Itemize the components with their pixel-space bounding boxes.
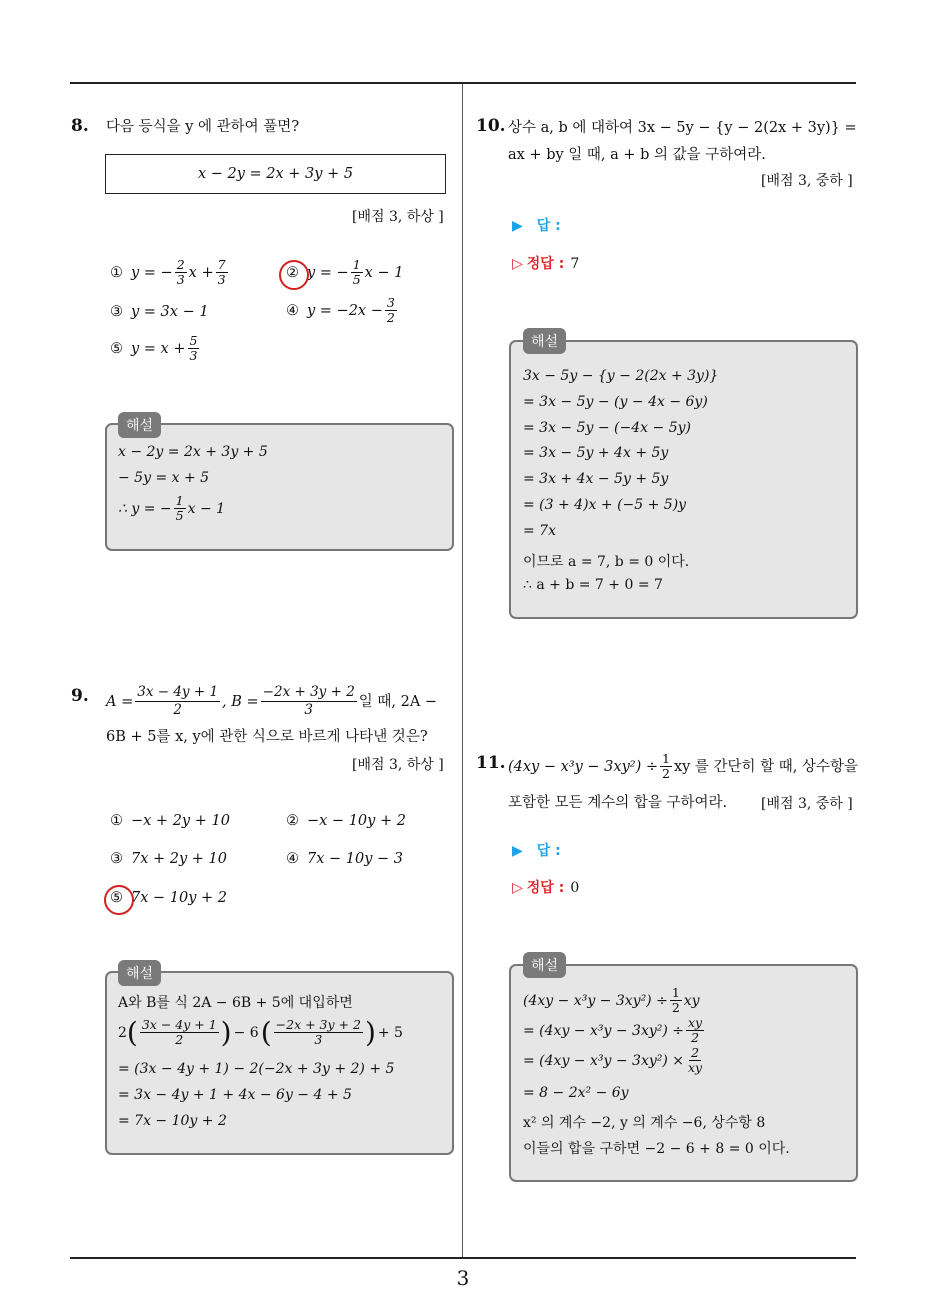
a-label: A = — [106, 693, 134, 710]
coef: 2 — [118, 1024, 127, 1041]
numerator: −2x + 3y + 2 — [262, 684, 355, 700]
option-number: ⑤ — [110, 890, 123, 906]
q9-sol-line-5: = 7x − 10y + 2 — [118, 1113, 227, 1129]
q10-sol-line-1: 3x − 5y − {y − 2(2x + 3y)} — [523, 368, 719, 384]
q9-sol-line-3: = (3x − 4y + 1) − 2(−2x + 3y + 2) + 5 — [118, 1061, 395, 1077]
q8-number: 8. — [71, 116, 89, 136]
denominator: 2 — [691, 1030, 700, 1045]
denominator: 5 — [352, 272, 361, 287]
denominator: 3 — [189, 348, 198, 363]
option-text: y = 3x − 1 — [131, 304, 209, 320]
q8-option-1[interactable] — [110, 258, 230, 287]
option-number: ④ — [286, 851, 299, 867]
q8-solution-box — [105, 423, 454, 551]
q11-answer-row[interactable] — [512, 840, 561, 860]
denominator: 2 — [175, 1032, 184, 1047]
denominator: 2 — [173, 702, 182, 718]
sol-text: = (4xy − x³y − 3xy²) ÷ — [523, 1022, 684, 1039]
sol-mid: − 6 — [233, 1024, 259, 1041]
denominator: 3 — [176, 272, 185, 287]
paren-close: ) — [220, 1016, 232, 1049]
q11-correct-row — [512, 877, 579, 897]
q9-sol-line-4: = 3x − 4y + 1 + 4x − 6y − 4 + 5 — [118, 1087, 352, 1103]
q10-sol-line-9: ∴ a + b = 7 + 0 = 7 — [523, 577, 663, 593]
option-number: ② — [286, 264, 299, 281]
numerator: 5 — [189, 333, 198, 348]
sol-text-tail: x − 1 — [187, 500, 226, 517]
option-number: ③ — [110, 851, 123, 867]
numerator: 7 — [217, 257, 226, 272]
bottom-rule — [70, 1257, 856, 1259]
q10-sol-line-8: 이므로 a = 7, b = 0 이다. — [523, 554, 690, 570]
q11-question-line-1 — [508, 752, 858, 781]
option-text: 7x − 10y + 2 — [131, 890, 228, 906]
q9-number: 9. — [71, 686, 89, 706]
denominator: 3 — [217, 272, 226, 287]
q10-question-line-1: 상수 a, b 에 대하여 3x − 5y − {y − 2(2x + 3y)} = — [508, 120, 857, 136]
q10-sol-line-2: = 3x − 5y − (y − 4x − 6y) — [523, 394, 708, 410]
correct-value: 7 — [570, 256, 580, 272]
q8-solution-tag: 해설 — [118, 412, 161, 438]
denominator: 2 — [662, 766, 670, 781]
option-number: ① — [110, 264, 123, 281]
triangle-outline-icon: ▷ — [512, 256, 523, 272]
option-text-tail: x + — [188, 264, 214, 281]
q11-question-line-2: 포함한 모든 계수의 합을 구하여라. — [508, 795, 728, 811]
q8-option-5[interactable] — [110, 334, 201, 363]
option-text: y = − — [131, 264, 173, 281]
q9-question-line-2: 6B + 5를 x, y에 관한 식으로 바르게 나타낸 것은? — [106, 729, 428, 745]
q9-sol-line-2 — [118, 1016, 403, 1049]
q9-sol-line-1: A와 B를 식 2A − 6B + 5에 대입하면 — [118, 995, 353, 1011]
numerator: 1 — [175, 493, 184, 508]
page-number: 3 — [456, 1266, 470, 1290]
numerator: 3x − 4y + 1 — [141, 1017, 217, 1032]
q-text: (4xy − x³y − 3xy²) ÷ — [508, 758, 658, 775]
denominator: 2 — [386, 310, 395, 325]
numerator: xy — [688, 1015, 703, 1030]
option-number: ⑤ — [110, 340, 123, 357]
numerator: 1 — [662, 751, 670, 766]
option-number: ④ — [286, 302, 299, 319]
q11-sol-line-2 — [523, 1016, 706, 1045]
q11-sol-line-6: 이들의 합을 구하면 −2 − 6 + 8 = 0 이다. — [523, 1141, 790, 1157]
selected-answer-mark — [104, 885, 134, 915]
q8-score: [배점 3, 하상 ] — [352, 209, 444, 225]
q10-question-line-2: ax + by 일 때, a + b 의 값을 구하여라. — [508, 147, 766, 163]
numerator: 1 — [671, 985, 680, 1000]
q10-sol-line-6: = (3 + 4)x + (−5 + 5)y — [523, 497, 687, 513]
paren-open: ( — [126, 1016, 138, 1049]
q10-sol-line-4: = 3x − 5y + 4x + 5y — [523, 445, 669, 461]
q8-question: 다음 등식을 y 에 관하여 풀면? — [106, 119, 300, 135]
denominator: 2 — [671, 1000, 680, 1015]
sol-end: + 5 — [377, 1024, 403, 1041]
q8-sol-line-2: − 5y = x + 5 — [118, 470, 210, 486]
play-icon: ▶ — [512, 218, 523, 234]
option-text: −x + 2y + 10 — [131, 813, 230, 829]
q10-number: 10. — [476, 116, 506, 136]
option-text: −x − 10y + 2 — [307, 813, 406, 829]
correct-label: 정답 : — [526, 256, 565, 272]
q11-sol-line-4: = 8 − 2x² − 6y — [523, 1085, 629, 1101]
sol-text-tail: xy — [683, 992, 700, 1009]
answer-label: 답 : — [536, 843, 561, 859]
q8-equation: x − 2y = 2x + 3y + 5 — [197, 166, 354, 182]
option-text: y = − — [307, 264, 349, 281]
option-text: y = x + — [131, 340, 186, 357]
q10-sol-line-5: = 3x + 4x − 5y + 5y — [523, 471, 669, 487]
option-number: ③ — [110, 304, 123, 320]
q11-sol-line-1 — [523, 986, 700, 1015]
numerator: 1 — [352, 257, 361, 272]
option-text-tail: x − 1 — [364, 264, 404, 281]
q8-option-4[interactable] — [286, 296, 399, 325]
b-label: , B = — [222, 693, 259, 710]
q8-equation-box — [105, 154, 446, 194]
q9-question-line-1 — [106, 684, 437, 719]
sol-text: (4xy − x³y − 3xy²) ÷ — [523, 992, 668, 1009]
q10-sol-line-7: = 7x — [523, 523, 556, 539]
q8-sol-line-3 — [118, 494, 225, 523]
denominator: 5 — [175, 508, 184, 523]
q9-option-2[interactable] — [286, 813, 406, 829]
q11-solution-tag: 해설 — [523, 952, 566, 978]
denominator: 3 — [304, 702, 314, 718]
q9-option-3[interactable] — [110, 851, 227, 867]
column-divider — [462, 84, 463, 1257]
q11-score: [배점 3, 중하 ] — [761, 796, 853, 812]
q10-answer-row[interactable] — [512, 215, 561, 235]
option-text: 7x − 10y − 3 — [307, 851, 404, 867]
denominator: xy — [688, 1060, 703, 1075]
triangle-outline-icon: ▷ — [512, 880, 523, 896]
paren-open: ( — [260, 1016, 272, 1049]
numerator: 2 — [176, 257, 185, 272]
answer-label: 답 : — [536, 218, 561, 234]
q10-score: [배점 3, 중하 ] — [761, 173, 853, 189]
q9-option-1[interactable] — [110, 813, 230, 829]
top-rule — [70, 82, 856, 84]
option-number: ② — [286, 813, 299, 829]
correct-value: 0 — [570, 880, 580, 896]
q11-sol-line-3 — [523, 1046, 706, 1075]
option-text: y = −2x − — [307, 302, 383, 319]
numerator: 2 — [691, 1045, 700, 1060]
question-tail: 일 때, 2A − — [358, 693, 438, 710]
correct-label: 정답 : — [526, 880, 565, 896]
numerator: 3x − 4y + 1 — [137, 684, 219, 700]
q10-sol-line-3: = 3x − 5y − (−4x − 5y) — [523, 420, 691, 436]
q8-option-3[interactable] — [110, 304, 209, 320]
play-icon: ▶ — [512, 843, 523, 859]
q9-score: [배점 3, 하상 ] — [352, 757, 444, 773]
q11-number: 11. — [476, 753, 506, 773]
q8-sol-line-1: x − 2y = 2x + 3y + 5 — [118, 444, 268, 460]
q9-option-4[interactable] — [286, 851, 403, 867]
q11-sol-line-5: x² 의 계수 −2, y 의 계수 −6, 상수항 8 — [523, 1115, 766, 1131]
q10-correct-row — [512, 253, 579, 273]
option-number: ① — [110, 813, 123, 829]
denominator: 3 — [314, 1032, 323, 1047]
numerator: 3 — [386, 295, 395, 310]
q-text-tail: xy 를 간단히 할 때, 상수항을 — [673, 758, 859, 775]
selected-answer-mark — [279, 260, 309, 290]
paren-close: ) — [364, 1016, 376, 1049]
option-text: 7x + 2y + 10 — [131, 851, 228, 867]
q10-solution-tag: 해설 — [523, 328, 566, 354]
numerator: −2x + 3y + 2 — [275, 1017, 361, 1032]
sol-text: = (4xy − x³y − 3xy²) × — [523, 1052, 684, 1069]
sol-text: ∴ y = − — [118, 500, 172, 517]
q9-solution-tag: 해설 — [118, 960, 161, 986]
